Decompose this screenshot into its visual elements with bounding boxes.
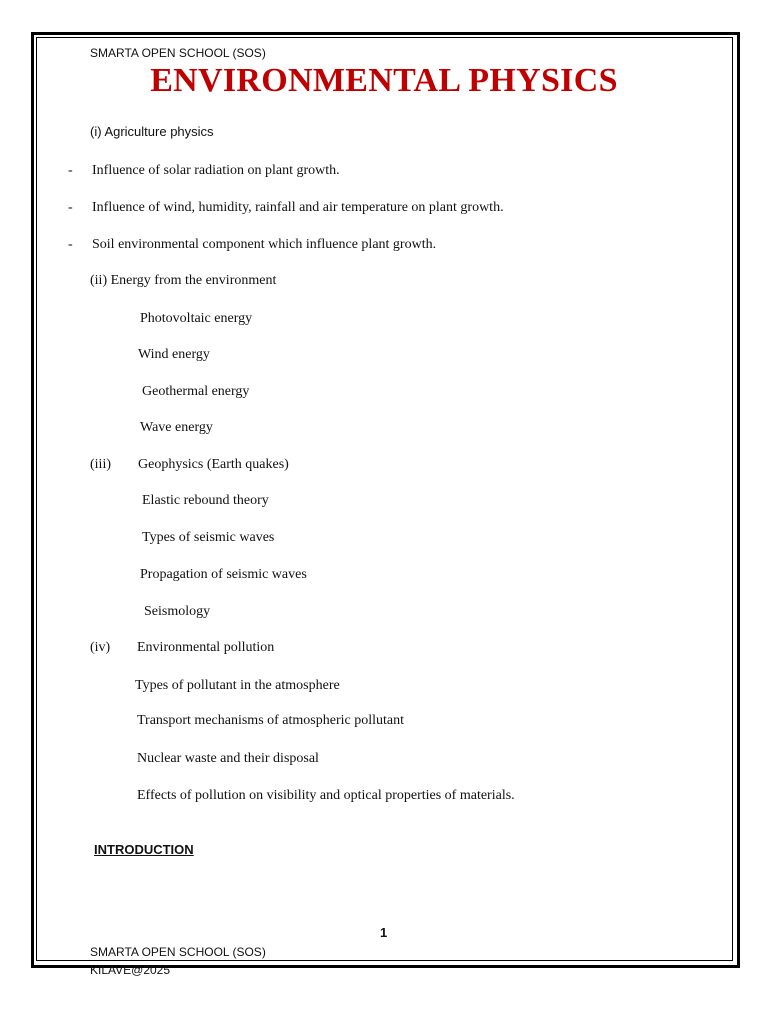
introduction-heading: INTRODUCTION: [94, 842, 194, 857]
section-4-number: (iv): [90, 640, 111, 655]
section-2-item: Wind energy: [138, 347, 210, 362]
dash-marker: -: [68, 163, 73, 178]
section-2-item: Geothermal energy: [142, 384, 250, 399]
section-4-item: Effects of pollution on visibility and optical properties of materials.: [137, 788, 515, 803]
section-3-item: Types of seismic waves: [142, 530, 275, 545]
section-4-item: Types of pollutant in the atmosphere: [135, 678, 340, 693]
section-1-bullet: Influence of wind, humidity, rainfall and air temperature on plant growth.: [92, 200, 504, 215]
section-4-item: Nuclear waste and their disposal: [137, 751, 319, 766]
page-number: 1: [380, 925, 388, 940]
dash-marker: -: [68, 237, 73, 252]
section-3-item: Elastic rebound theory: [142, 493, 269, 508]
footer-school-name: SMARTA OPEN SCHOOL (SOS): [90, 945, 266, 959]
section-2-label: (ii) Energy from the environment: [90, 273, 277, 288]
section-1-bullet: Influence of solar radiation on plant growth.: [92, 163, 340, 178]
section-1-bullet: Soil environmental component which influence plant growth.: [92, 237, 437, 252]
document-title: ENVIRONMENTAL PHYSICS: [150, 62, 618, 99]
section-1-label: (i) Agriculture physics: [90, 124, 214, 139]
section-2-item: Wave energy: [140, 420, 213, 435]
dash-marker: -: [68, 200, 73, 215]
section-3-item: Seismology: [144, 604, 211, 619]
section-4-item: Transport mechanisms of atmospheric pollutant: [137, 713, 404, 728]
footer-credit: KILAVE@2025: [90, 963, 171, 977]
section-3-label: Geophysics (Earth quakes): [138, 457, 289, 472]
section-3-item: Propagation of seismic waves: [140, 567, 307, 582]
header-school-name: SMARTA OPEN SCHOOL (SOS): [90, 46, 266, 60]
section-3-number: (iii): [90, 457, 111, 472]
section-4-label: Environmental pollution: [137, 640, 275, 655]
section-2-item: Photovoltaic energy: [140, 311, 253, 326]
